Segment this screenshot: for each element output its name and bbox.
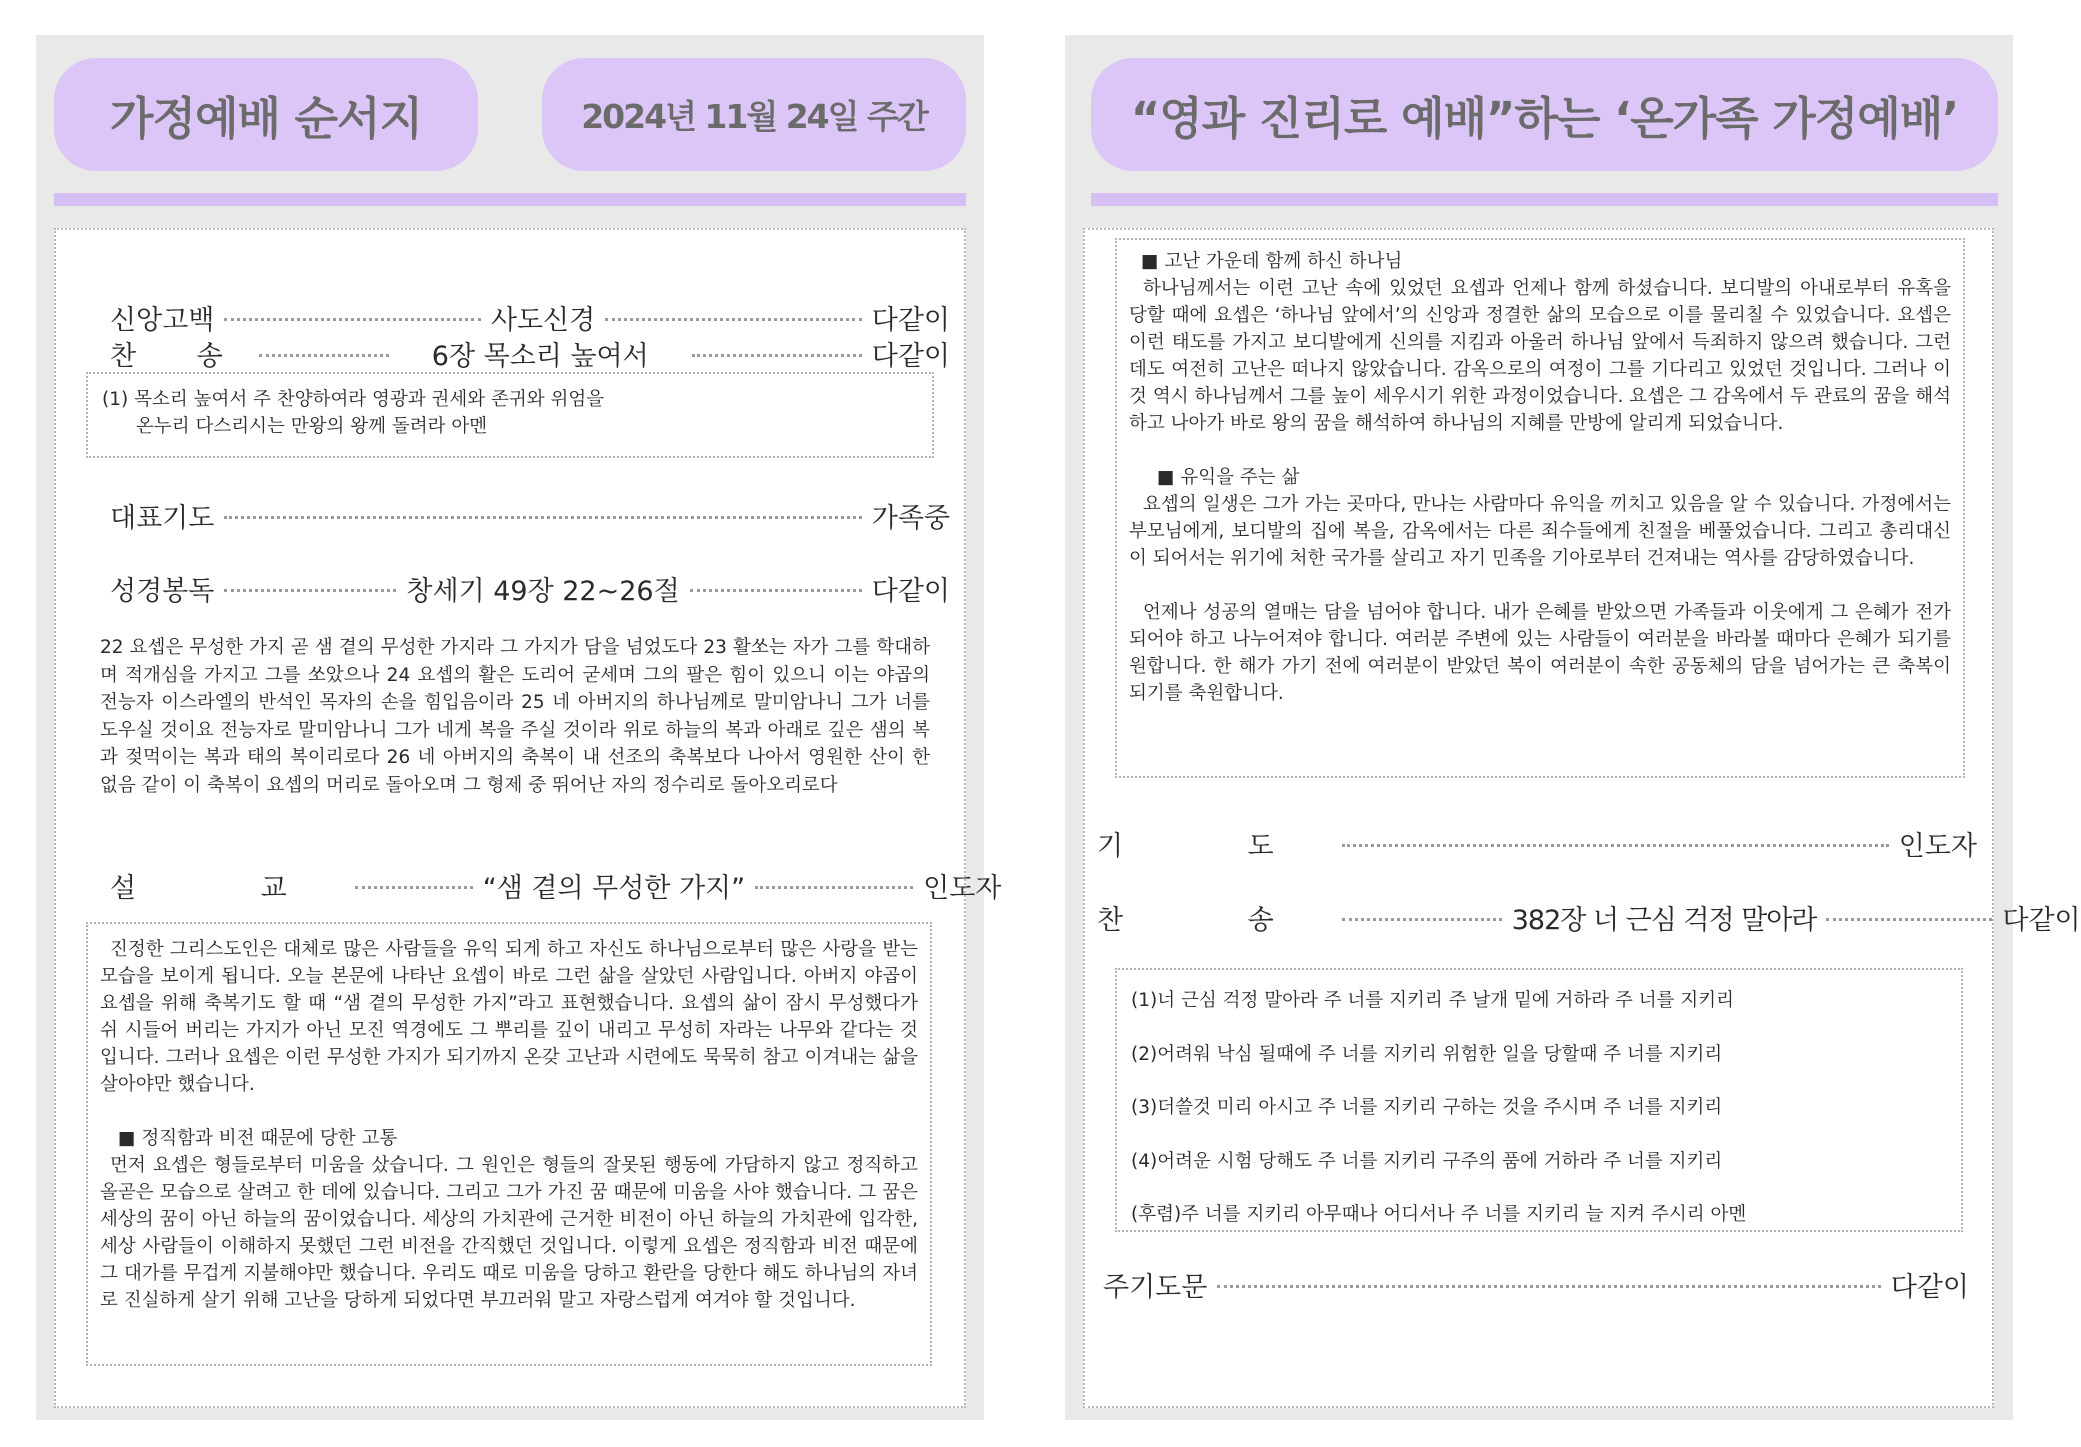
left-page [36, 35, 1002, 1420]
hymn-line: (1)너 근심 걱정 말아라 주 너를 지키리 주 날개 밑에 거하라 주 너를 지키리 [1131, 990, 1735, 1012]
hymn-line: (1) 목소리 높여서 주 찬양하여라 영광과 권세와 존귀와 위엄을 [102, 389, 605, 410]
order-label: 성경봉독 [110, 575, 215, 607]
sermon-box [86, 922, 932, 1366]
hymn-line: (후렴)주 너를 지키리 아무때나 어디서나 주 너를 지키리 늘 지켜 주시리 아멘 [1131, 1204, 1747, 1226]
leader-dots [224, 589, 396, 592]
right-page [1065, 35, 2081, 1420]
hymn-line: 온누리 다스리시는 만왕의 왕께 돌려라 아멘 [136, 416, 488, 437]
accent-bar [1091, 193, 1998, 206]
order-responsible: 다같이 [871, 304, 950, 336]
order-item: “샘 곁의 무성한 가지” [482, 872, 746, 904]
sermon-box-continued [1115, 238, 1965, 778]
leader-dots [1342, 844, 1889, 847]
sermon-paragraph: 언제나 성공의 열매는 담을 넘어야 합니다. 내가 은혜를 받았으면 가족들과 이웃에게 그 은혜가 전가되어야 하고 나누어져야 합니다. 여러분 주변에 있는 사람들이 여러분을 바라볼 때마다 은혜가 되기를 원합니다. 한 해가 가기 전에 여러분이 받았던 복이 여러분이 속한 공동체의 담을 넘어가는 큰 축복이 되기를 축원합니다. [1129, 602, 1951, 704]
leader-dots [224, 516, 861, 519]
leader-dots [755, 886, 913, 889]
leader-dots [1826, 918, 1992, 921]
sermon-heading: ■ 고난 가운데 함께 하신 하나님 [1141, 251, 1403, 272]
hymn-line: (2)어려워 낙심 될때에 주 너를 지키리 위험한 일을 당할때 주 너를 지키리 [1131, 1043, 1723, 1065]
order-label: 설 교 [110, 872, 345, 904]
order-row-scripture [110, 568, 950, 608]
order-responsible: 가족중 [871, 502, 950, 534]
sermon-heading: ■ 유익을 주는 삶 [1157, 467, 1300, 488]
order-responsible: 다같이 [871, 575, 951, 607]
order-responsible: 인도자 [1898, 830, 1977, 862]
hymn-lyrics-box [1115, 968, 1963, 1232]
leader-dots [690, 589, 862, 592]
leader-dots [692, 354, 862, 357]
order-label: 주기도문 [1103, 1271, 1208, 1303]
order-label: 기 도 [1097, 830, 1332, 862]
left-content [54, 228, 1002, 1408]
leader-dots [1217, 1285, 1880, 1288]
order-row-lords-prayer [1103, 1264, 1969, 1304]
sermon-paragraph: 먼저 요셉은 형들로부터 미움을 샀습니다. 그 원인은 형들의 잘못된 행동에 가담하지 않고 정직하고 올곧은 모습으로 살려고 한 데에 있습니다. 그리고 그가 가진 꿈 때문에 미움을 사야 했습니다. 그 꿈은 세상의 꿈이 아닌 하늘의 꿈이었습니다. 세상의 가치관에 근거한 비전이 아닌 하늘의 가치관에 입각한, 세상 사람들이 이해하지 못했던 그런 비전을 간직했던 것입니다. 이렇게 요셉은 정직함과 비전 때문에 그 대가를 무겁게 지불해야만 했습니다. 우리도 때로 미움을 당하고 환란을 당한다 해도 하나님의 자녀로 진실하게 살기 위해 고난을 당하게 되었다면 부끄러워 말고 자랑스럽게 여겨야 할 것입니다. [100, 1155, 918, 1311]
sermon-paragraph: 진정한 그리스도인은 대체로 많은 사람들을 유익 되게 하고 자신도 하나님으로부터 많은 사랑을 받는 모습을 보이게 됩니다. 오늘 본문에 나타난 요셉이 바로 그런 삶을 살았던 사람입니다. 아버지 야곱이 요셉을 위해 축복기도 할 때 “샘 곁의 무성한 가지”라고 표현했습니다. 요셉의 삶이 잠시 무성했다가 쉬 시들어 버리는 가지가 아닌 모진 역경에도 그 뿌리를 깊이 내리고 무성히 자라는 나무와 같다는 것입니다. 그러나 요셉은 이런 무성한 가지가 되기까지 온갖 고난과 시련에도 묵묵히 참고 이겨내는 삶을 살아야만 했습니다. [100, 939, 918, 1095]
order-row-confession [110, 297, 950, 337]
order-row-closing-prayer [1097, 823, 1977, 863]
right-content [1083, 228, 2081, 1408]
order-label: 찬 송 [110, 340, 249, 372]
order-item: 6장 목소리 높여서 [431, 340, 649, 372]
order-row-sermon [110, 865, 1002, 905]
date-badge: 2024년 11월 24일 주간 [542, 58, 966, 171]
order-responsible: 다같이 [871, 340, 951, 372]
leader-dots [224, 318, 481, 321]
page-title: “영과 진리로 예배”하는 ‘온가족 가정예배’ [1091, 58, 1998, 171]
order-responsible: 다같이 [2002, 904, 2081, 936]
order-responsible: 인도자 [923, 872, 1002, 904]
sermon-paragraph: 요셉의 일생은 그가 가는 곳마다, 만나는 사람마다 유익을 끼치고 있음을 알 수 있습니다. 가정에서는 부모님에게, 보디발의 집에 복을, 감옥에서는 다른 죄수들에게 친절을 베풀었습니다. 그리고 총리대신이 되어서는 위기에 처한 국가를 살리고 자기 민족을 기아로부터 건져내는 역사를 감당하였습니다. [1129, 494, 1951, 569]
sermon-heading: ■ 정직함과 비전 때문에 당한 고통 [118, 1128, 398, 1149]
order-row-hymn [110, 333, 950, 373]
order-row-prayer [110, 495, 950, 535]
order-item: 382장 너 근심 걱정 말아라 [1511, 904, 1817, 936]
leader-dots [259, 354, 389, 357]
order-item: 창세기 49장 22~26절 [406, 575, 680, 607]
hymn-lyrics-box [86, 372, 934, 458]
sermon-paragraph: 하나님께서는 이런 고난 속에 있었던 요셉과 언제나 함께 하셨습니다. 보디발의 아내로부터 유혹을 당할 때에 요셉은 ‘하나님 앞에서’의 신앙과 정결한 삶의 모습으로 이를 물리칠 수 있었습니다. 요셉은 이런 태도를 가지고 보디발에게 신의를 지킴과 아울러 하나님 앞에서 득죄하지 않으려 했습니다. 그런데도 여전히 고난은 떠나지 않았습니다. 감옥으로의 여정이 그를 기다리고 있었던 것입니다. 그러나 이것 역시 하나님께서 그를 높이 세우시기 위한 과정이었습니다. 요셉은 그 감옥에서 두 관료의 꿈을 해석하고 나아가 바로 왕의 꿈을 해석하여 하나님의 지혜를 만방에 알리게 되었습니다. [1129, 278, 1951, 434]
order-label: 찬 송 [1097, 904, 1332, 936]
leader-dots [355, 886, 473, 889]
order-row-closing-hymn [1097, 897, 2081, 937]
leader-dots [605, 318, 862, 321]
leader-dots [1342, 918, 1502, 921]
accent-bar [54, 193, 966, 206]
order-responsible: 다같이 [1890, 1271, 1969, 1303]
hymn-line: (3)더쓸것 미리 아시고 주 너를 지키리 구하는 것을 주시며 주 너를 지키리 [1131, 1097, 1723, 1119]
scripture-text: 22 요셉은 무성한 가지 곧 샘 곁의 무성한 가지라 그 가지가 담을 넘었도다 23 활쏘는 자가 그를 학대하며 적개심을 가지고 그를 쏘았으나 24 요셉의 활은 도리어 굳세며 그의 팔은 힘이 있으니 이는 야곱의 전능자 이스라엘의 반석인 목자의 손을 힘입음이라 25 네 아버지의 하나님께로 말미암나니 그가 너를 도우실 것이요 전능자로 말미암나니 그가 네게 복을 주실 것이라 위로 하늘의 복과 아래로 깊은 샘의 복과 젖먹이는 복과 태의 복이리로다 26 네 아버지의 축복이 내 선조의 축복보다 나아서 영원한 산이 한 없음 같이 이 축복이 요셉의 머리로 돌아오며 그 형제 중 뛰어난 자의 정수리로 돌아오리로다 [100, 637, 930, 796]
hymn-line: (4)어려운 시험 당해도 주 너를 지키리 구주의 품에 거하라 주 너를 지키리 [1131, 1150, 1723, 1172]
page-title: 가정예배 순서지 [54, 58, 478, 171]
order-item: 사도신경 [490, 304, 596, 336]
order-label: 대표기도 [110, 502, 215, 534]
order-label: 신앙고백 [110, 304, 215, 336]
